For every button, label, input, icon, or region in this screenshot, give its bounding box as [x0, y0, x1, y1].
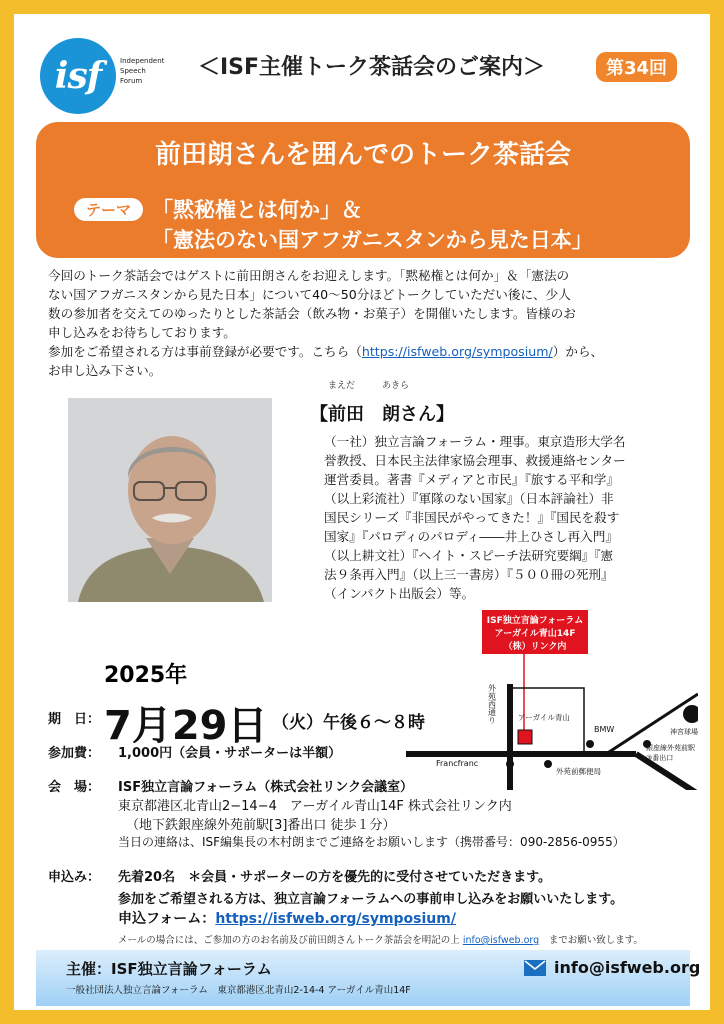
apply-form-link[interactable]: https://isfweb.org/symposium/ [215, 911, 456, 927]
intro-line: 申し込みをお待ちしております。 [48, 325, 236, 340]
symposium-link[interactable]: https://isfweb.org/symposium/ [361, 344, 553, 359]
logo-line-1: Independent [120, 57, 165, 65]
venue-label: 会 場： [48, 780, 101, 795]
intro-line [48, 342, 688, 361]
access-map [406, 610, 698, 790]
flyer-title: ＜ISF主催トーク茶話会のご案内＞ [198, 55, 546, 80]
map-label-argyle: アーガイル青山 [518, 713, 570, 722]
map-label-francfranc: Francfranc [436, 759, 479, 768]
map-francfranc-marker [506, 760, 514, 768]
map-jingu-marker [683, 705, 698, 723]
ruby-given-name: あきら [382, 381, 410, 391]
map-label-exit: ③番出口 [646, 754, 674, 762]
theme-label: テーマ [74, 198, 143, 221]
event-year: 2025年 [104, 663, 188, 688]
intro-line: 数の参加者を交えてのゆったりとした茶話会（飲み物・お菓子）を開催いたします。皆様のお [48, 306, 576, 321]
bio-line: （以上彩流社）『軍隊のない国家』（日本評論社）非 [324, 491, 614, 506]
map-label-post: 外苑前郵便局 [556, 767, 601, 776]
map-argyle-building [518, 730, 532, 744]
bio-line: 国民シリーズ『非国民がやってきた！』『国民を殺す [324, 510, 620, 525]
map-label-jingu: 神宮球場 [670, 728, 698, 736]
speaker-photo [68, 398, 272, 602]
theme-line-1: 「黙秘権とは何か」＆ [152, 198, 362, 222]
apply-instruction: 参加をご希望される方は、独立言論フォーラムへの事前申し込みをお願いいたします。 [118, 892, 624, 907]
apply-form [118, 908, 456, 928]
event-date: 7月29日 [104, 703, 268, 749]
intro-register-text: 参加をご希望される方は事前登録が必要です。こちら（ [48, 344, 362, 359]
venue-contact: 当日の連絡は、ISF編集長の木村朗までご連絡をお願いします（携帯番号：090-2856-0955） [118, 835, 625, 849]
logo-line-3: Forum [120, 77, 143, 85]
logo-wordmark [120, 56, 164, 86]
logo-line-2: Speech [120, 67, 146, 75]
bio-line: 運営委員。著書『メディアと市民』『旅する平和学』 [324, 472, 619, 487]
intro-line: 今回のトーク茶話会ではゲストに前田朗さんをお迎えします。「黙秘権とは何か」＆「憲法の [48, 268, 570, 283]
bio-line: 誉教授、日本民主法律家協会理事、救援連絡センター [324, 453, 626, 468]
bio-line: （以上耕文社）『ヘイト・スピーチ法研究要綱』『憲 [324, 548, 614, 563]
date-label: 期 日： [48, 712, 101, 727]
venue-access: （地下鉄銀座線外苑前駅[3]番出口 徒歩１分） [126, 818, 396, 833]
event-banner [36, 122, 690, 258]
map-callout-line-2: アーガイル青山14F [494, 629, 576, 639]
bio-line: 法９条再入門』（以上三一書房）『５００冊の死刑』 [324, 567, 614, 582]
issue-badge: 第34回 [596, 52, 677, 82]
map-label-gaien-nishi: 外苑西通り [487, 684, 497, 724]
theme-line-2: 「憲法のない国アフガニスタンから見た日本」 [152, 228, 593, 252]
speaker-bio [324, 432, 678, 603]
intro-line: ない国アフガニスタンから見た日本」について40～50分ほどトークしていただい後に、少人 [48, 287, 571, 302]
venue-address: 東京都港区北青山2−14−4 アーガイル青山14F 株式会社リンク内 [118, 799, 512, 814]
apply-capacity: 先着20名 ＊会員・サポーターの方を優先的に受付させていただきます。 [118, 870, 552, 885]
apply-form-label: 申込フォーム： [118, 911, 216, 927]
flyer-inner [14, 14, 710, 1010]
speaker-portrait-image [68, 398, 272, 602]
map-bmw-marker [586, 740, 594, 748]
event-time: （火）午後６～８時 [272, 713, 425, 733]
mail-icon [524, 960, 546, 976]
fee-value: 1,000円（会員・サポーターは半額） [118, 746, 342, 761]
map-label-bmw: BMW [594, 725, 615, 734]
venue-name: ISF独立言論フォーラム（株式会社リンク会議室） [118, 780, 414, 795]
footer-address: 一般社団法人独立言論フォーラム 東京都港区北青山2-14-4 アーガイル青山14F [66, 985, 411, 996]
map-label-station: 銀座線外苑前駅 [646, 744, 695, 752]
map-callout-line-1: ISF独立言論フォーラム [486, 616, 584, 626]
ruby-family-name: まえだ [328, 381, 356, 391]
mail-note-text: メールの場合には、ご参加の方のお名前及び前田朗さんトーク茶話会を明記の上 [118, 935, 463, 946]
event-title: 前田朗さんを囲んでのトーク茶話会 [154, 140, 571, 170]
bio-line: 国家』『パロディのパロディ――井上ひさし再入門』 [324, 529, 618, 544]
intro-register-text-post: ）から、 [552, 344, 604, 359]
bio-line: （インパクト出版会）等。 [324, 586, 475, 601]
footer-organizer: 主催：ISF独立言論フォーラム [66, 960, 272, 978]
footer-bar [36, 950, 701, 1006]
map-post-office-marker [544, 760, 552, 768]
speaker-name: 【前田 朗さん】 [310, 404, 454, 425]
fee-label: 参加費： [48, 746, 101, 761]
map-callout-line-3: （株）リンク内 [503, 642, 567, 652]
mail-note-email-link[interactable]: info@isfweb.org [462, 935, 540, 946]
bio-line: （一社）独立言論フォーラム・理事。東京造形大学名 [324, 434, 626, 449]
intro-paragraph [48, 266, 688, 380]
isf-logo: isf [40, 38, 116, 114]
intro-line: お申し込み下さい。 [48, 363, 162, 378]
mail-note [118, 932, 643, 946]
footer-email[interactable]: info@isfweb.org [554, 958, 701, 977]
mail-note-text-post: までお願い致します。 [539, 935, 643, 946]
apply-label: 申込み： [48, 870, 101, 885]
